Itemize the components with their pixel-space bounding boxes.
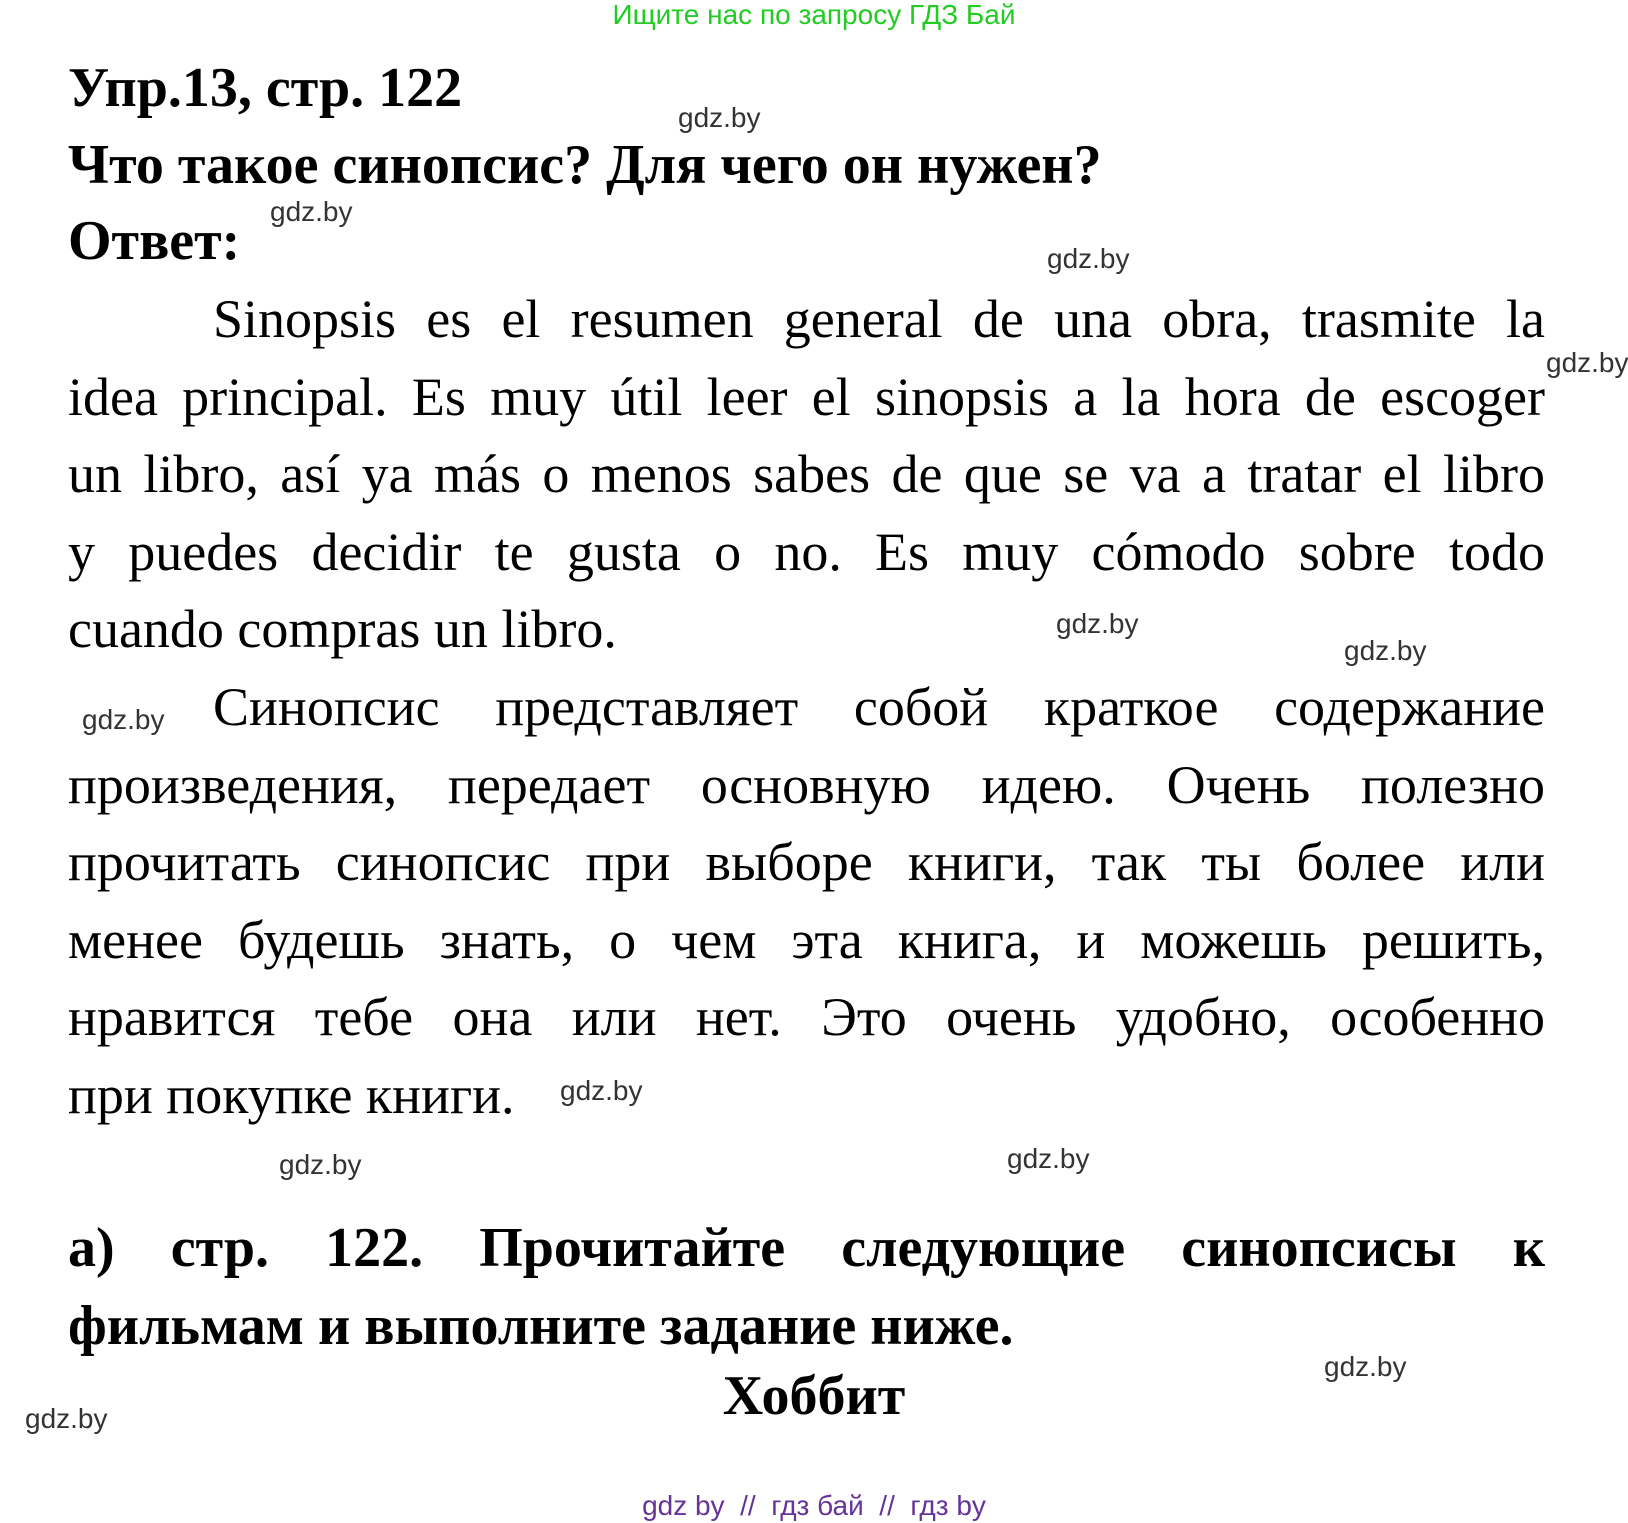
subtitle-hobbit: Хоббит [722, 1365, 906, 1427]
watermark: gdz.by [1007, 1143, 1090, 1174]
watermark: gdz.by [1344, 635, 1427, 666]
task-line: а) стр. 122. Прочитайте следующие синопсисы к [68, 1217, 1545, 1279]
watermark: gdz.by [560, 1075, 643, 1106]
watermark: gdz.by [25, 1403, 108, 1434]
watermark: gdz.by [678, 102, 761, 133]
watermark: gdz.by [279, 1149, 362, 1180]
text-line: un libro, así ya más o menos sabes de que se va a tratar el libro [68, 444, 1545, 504]
answer-label: Ответ: [68, 210, 241, 272]
exercise-title: Упр.13, стр. 122 [68, 57, 463, 119]
text-line: прочитать синопсис при выборе книги, так ты более или [68, 832, 1545, 892]
text-line: нравится тебе она или нет. Это очень удобно, особенно [68, 987, 1545, 1047]
task-a [68, 1209, 1545, 1365]
watermark: gdz.by [1324, 1351, 1407, 1382]
text-line: Синопсис представляет собой краткое содержание [213, 677, 1545, 737]
paragraph-spanish [68, 281, 1545, 669]
search-banner: Ищите нас по запросу ГДЗ Бай [612, 0, 1016, 30]
watermark: gdz.by [1047, 243, 1130, 274]
text-line: Sinopsis es el resumen general de una obra, trasmite la [213, 289, 1545, 349]
text-line: произведения, передает основную идею. Очень полезно [68, 754, 1545, 815]
question-heading: Что такое синопсис? Для чего он нужен? [68, 134, 1102, 196]
footer-watermark: gdz by // гдз бай // гдз by [642, 1490, 986, 1521]
text-line: при покупке книги. [68, 1064, 515, 1125]
text-line: y puedes decidir te gusta o no. Es muy cómodo sobre todo [68, 521, 1545, 582]
watermark: gdz.by [1056, 608, 1139, 639]
paragraph-russian [68, 669, 1545, 1134]
watermark: gdz.by [82, 704, 165, 735]
watermark: gdz.by [1546, 347, 1628, 378]
text-line: менее будешь знать, о чем эта книга, и можешь решить, [68, 909, 1545, 970]
watermark: gdz.by [270, 196, 353, 227]
text-line: cuando compras un libro. [68, 599, 617, 659]
text-line: idea principal. Es muy útil leer el sinopsis a la hora de escoger [68, 366, 1545, 427]
task-line: фильмам и выполните задание ниже. [68, 1295, 1014, 1357]
